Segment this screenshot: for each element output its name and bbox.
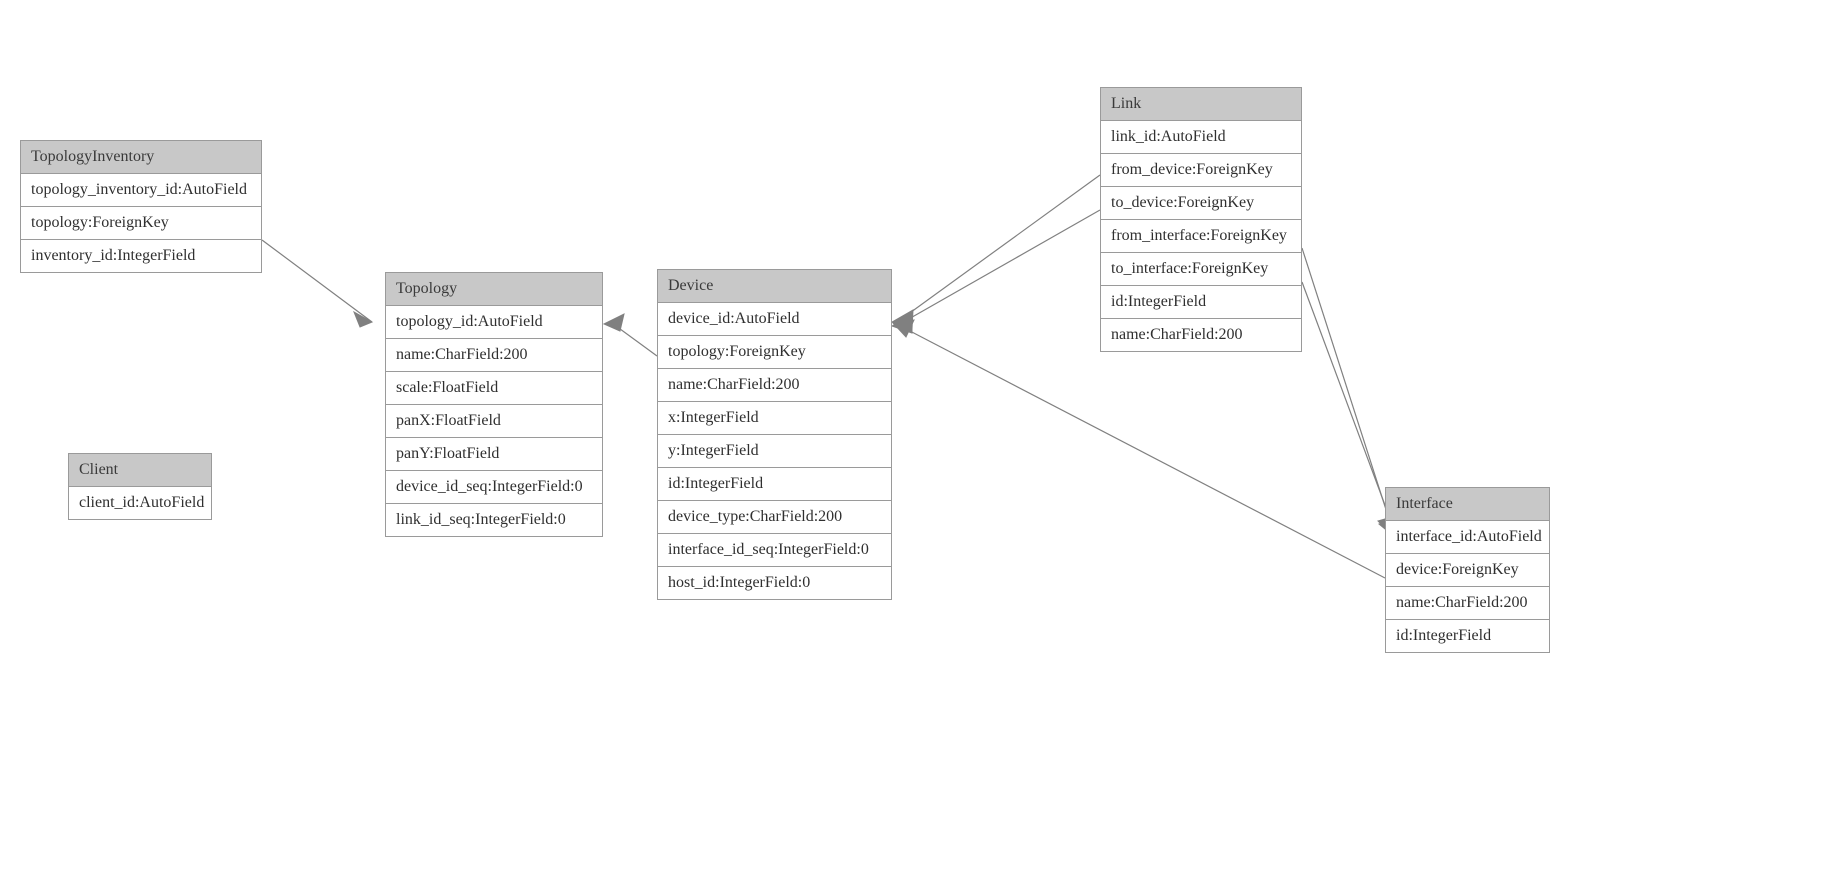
entity-field: topology:ForeignKey — [21, 207, 261, 240]
entity-field: to_interface:ForeignKey — [1101, 253, 1301, 286]
entity-field: scale:FloatField — [386, 372, 602, 405]
entity-field: id:IntegerField — [1386, 620, 1549, 652]
entity-field: name:CharField:200 — [1386, 587, 1549, 620]
entity-field: client_id:AutoField — [69, 487, 211, 519]
entity-title-topology_inventory: TopologyInventory — [21, 141, 261, 174]
entity-field: topology_inventory_id:AutoField — [21, 174, 261, 207]
entity-field: topology:ForeignKey — [658, 336, 891, 369]
entity-field: from_interface:ForeignKey — [1101, 220, 1301, 253]
entity-field: link_id:AutoField — [1101, 121, 1301, 154]
entity-field: name:CharField:200 — [1101, 319, 1301, 351]
edge-interface-device — [908, 330, 1385, 578]
edge-topologyinventory-topology — [262, 240, 372, 322]
edge-link-fromdevice-arrowhead — [892, 310, 913, 329]
entity-topology_inventory[interactable] — [20, 140, 262, 273]
entity-field: interface_id_seq:IntegerField:0 — [658, 534, 891, 567]
entity-topology[interactable] — [385, 272, 603, 537]
edge-topologyinventory-topology-arrowhead — [354, 312, 372, 327]
entity-field: device:ForeignKey — [1386, 554, 1549, 587]
entity-title-interface: Interface — [1386, 488, 1549, 521]
entity-interface[interactable] — [1385, 487, 1550, 653]
entity-field: x:IntegerField — [658, 402, 891, 435]
entity-field: from_device:ForeignKey — [1101, 154, 1301, 187]
entity-field: panX:FloatField — [386, 405, 602, 438]
edge-link-todevice-arrowhead — [892, 314, 912, 333]
entity-field: link_id_seq:IntegerField:0 — [386, 504, 602, 536]
entity-title-device: Device — [658, 270, 891, 303]
edge-link-fromdevice — [907, 175, 1100, 315]
entity-field: interface_id:AutoField — [1386, 521, 1549, 554]
entity-field: device_id_seq:IntegerField:0 — [386, 471, 602, 504]
entity-title-client: Client — [69, 454, 211, 487]
entity-client[interactable] — [68, 453, 212, 520]
entity-title-link: Link — [1101, 88, 1301, 121]
entity-field: device_id:AutoField — [658, 303, 891, 336]
entity-field: device_type:CharField:200 — [658, 501, 891, 534]
entity-field: y:IntegerField — [658, 435, 891, 468]
entity-field: id:IntegerField — [658, 468, 891, 501]
entity-field: topology_id:AutoField — [386, 306, 602, 339]
edge-interface-device-arrowhead — [893, 320, 914, 337]
edge-device-topology-arrowhead — [604, 314, 624, 331]
entity-field: name:CharField:200 — [658, 369, 891, 402]
edge-device-topology — [616, 326, 657, 356]
entity-field: id:IntegerField — [1101, 286, 1301, 319]
entity-title-topology: Topology — [386, 273, 602, 306]
edge-link-frominterface — [1302, 248, 1390, 522]
entity-field: name:CharField:200 — [386, 339, 602, 372]
edge-link-tointerface — [1302, 282, 1392, 524]
edge-link-todevice — [907, 210, 1100, 320]
entity-field: host_id:IntegerField:0 — [658, 567, 891, 599]
entity-field: panY:FloatField — [386, 438, 602, 471]
entity-link[interactable] — [1100, 87, 1302, 352]
entity-field: to_device:ForeignKey — [1101, 187, 1301, 220]
entity-device[interactable] — [657, 269, 892, 600]
entity-field: inventory_id:IntegerField — [21, 240, 261, 272]
